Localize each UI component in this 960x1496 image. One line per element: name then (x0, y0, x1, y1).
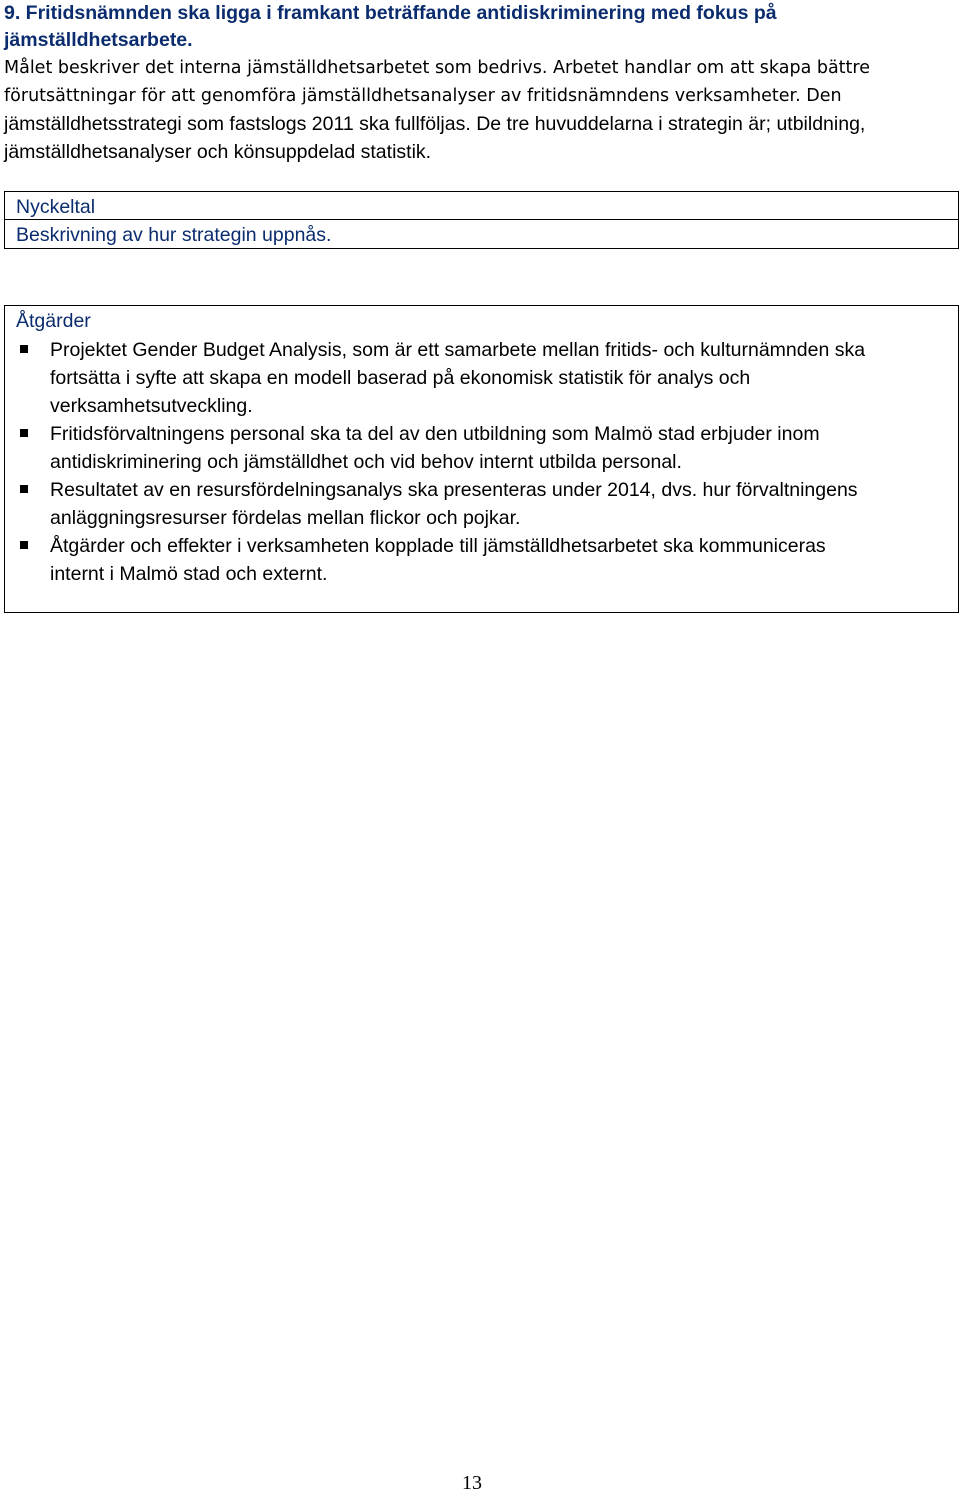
section-heading (4, 0, 944, 54)
intro-paragraph (4, 54, 954, 110)
intro-line-3: jämställdhetsstrategi som fastslogs 2011 ska fullföljas. De tre huvuddelarna i strategin är; utbildning, (4, 113, 866, 135)
list-item-line: verksamhetsutveckling. (50, 395, 253, 417)
intro-line-4: jämställdhetsanalyser och könsuppdelad statistik. (4, 141, 432, 163)
intro-line-2: förutsättningar för att genomföra jämställdhetsanalyser av fritidsnämndens verksamheter. Den (4, 86, 842, 106)
atgarder-title: Åtgärder (16, 310, 91, 332)
list-item (16, 476, 956, 532)
nyckeltal-description: Beskrivning av hur strategin uppnås. (16, 224, 332, 246)
list-item-line: Projektet Gender Budget Analysis, som är ett samarbete mellan fritids- och kulturnämnden ska (50, 339, 866, 361)
atgarder-box (4, 305, 959, 613)
list-item-line: internt i Malmö stad och externt. (50, 563, 328, 585)
bullet-square-icon (20, 541, 28, 549)
list-item (16, 336, 956, 420)
atgarder-list (16, 336, 956, 588)
list-item-line: Resultatet av en resursfördelningsanalys ska presenteras under 2014, dvs. hur förvaltningens (50, 479, 858, 501)
bullet-square-icon (20, 429, 28, 437)
list-item-line: Åtgärder och effekter i verksamheten kopplade till jämställdhetsarbetet ska kommuniceras (50, 535, 826, 557)
section-heading-line-2: jämställdhetsarbete. (4, 29, 193, 51)
list-item (16, 420, 956, 476)
bullet-square-icon (20, 485, 28, 493)
nyckeltal-divider (5, 219, 958, 220)
list-item-line: antidiskriminering och jämställdhet och vid behov internt utbilda personal. (50, 451, 682, 473)
nyckeltal-box (4, 191, 959, 249)
intro-line-1: Målet beskriver det interna jämställdhetsarbetet som bedrivs. Arbetet handlar om att skapa bättre (4, 58, 870, 78)
intro-paragraph-continued (4, 110, 954, 166)
page-number: 13 (462, 1472, 482, 1494)
list-item (16, 532, 956, 588)
nyckeltal-title: Nyckeltal (16, 196, 96, 218)
list-item-line: fortsätta i syfte att skapa en modell baserad på ekonomisk statistik för analys och (50, 367, 751, 389)
section-heading-line-1: 9. Fritidsnämnden ska ligga i framkant beträffande antidiskriminering med fokus på (4, 2, 777, 24)
bullet-square-icon (20, 345, 28, 353)
list-item-line: anläggningsresurser fördelas mellan flickor och pojkar. (50, 507, 521, 529)
list-item-line: Fritidsförvaltningens personal ska ta del av den utbildning som Malmö stad erbjuder inom (50, 423, 820, 445)
